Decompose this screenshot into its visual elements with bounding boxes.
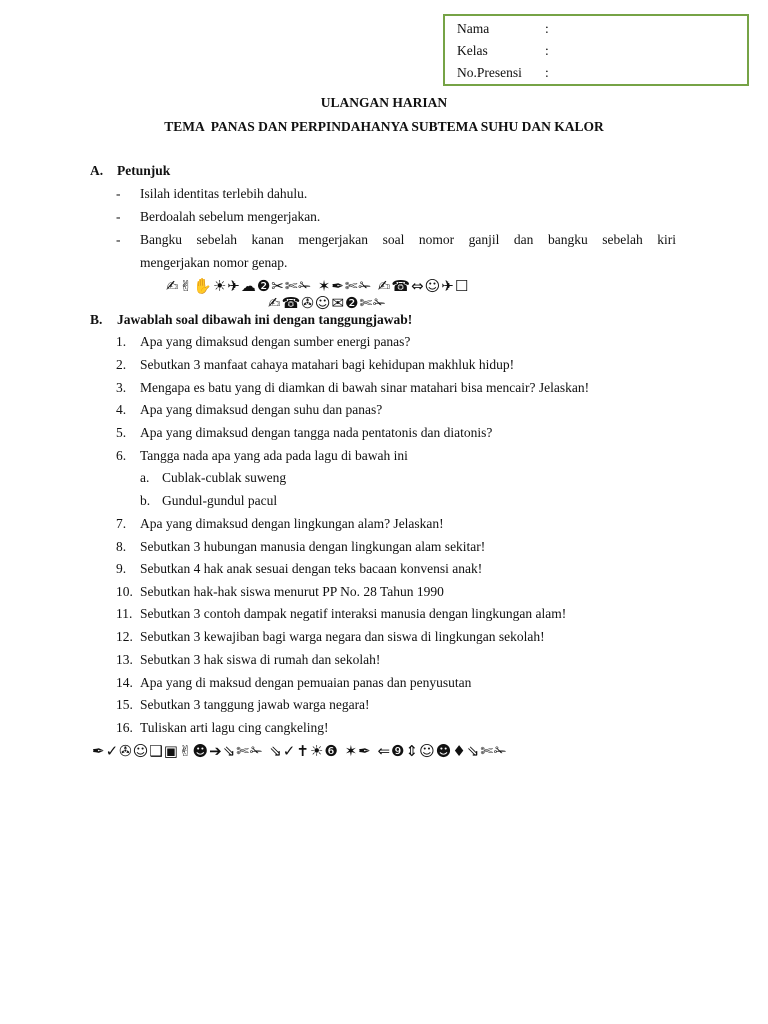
symbol-text-footer: ✒✓✇☺❑▣✌☻➔⇘✄✁ ⇘✓✝☀❻ ✶✒ ⇐❾⇕☺☻♦⇘✄✁ (92, 742, 508, 760)
section-letter: A. (90, 163, 104, 178)
question-text: Apa yang dimaksud dengan lingkungan alam? Jelaskan! (140, 516, 444, 531)
subitem-letter: b. (140, 493, 151, 508)
question-number: 7. (116, 516, 127, 531)
question-text: Sebutkan 3 kewajiban bagi warga negara dan siswa di lingkungan sekolah! (140, 629, 545, 644)
question-number: 13. (116, 652, 133, 667)
identity-label: Nama (457, 21, 490, 36)
question-number: 3. (116, 380, 127, 395)
question-number: 10. (116, 584, 133, 599)
section-b-heading (90, 310, 412, 330)
question-text: Sebutkan 4 hak anak sesuai dengan teks bacaan konvensi anak! (140, 561, 483, 576)
question-text: Sebutkan 3 hubungan manusia dengan lingkungan alam sekitar! (140, 539, 486, 554)
question-text: Sebutkan 3 hak siswa di rumah dan sekolah! (140, 652, 381, 667)
subitem-text: Cublak-cublak suweng (162, 470, 287, 485)
question-text: Tuliskan arti lagu cing cangkeling! (140, 720, 329, 735)
section-title: Petunjuk (117, 163, 171, 178)
identity-colon: : (545, 65, 549, 80)
question-text: Apa yang dimaksud dengan tangga nada pentatonis dan diatonis? (140, 425, 493, 440)
section-a-heading (90, 161, 170, 181)
bullet: - (116, 232, 121, 247)
question-number: 8. (116, 539, 127, 554)
question-number: 11. (116, 606, 133, 621)
question-text: Apa yang dimaksud dengan suhu dan panas? (140, 402, 383, 417)
identity-row-presensi (457, 63, 549, 83)
question-number: 9. (116, 561, 127, 576)
instruction-item: Bangku sebelah kanan mengerjakan soal nomor ganjil dan bangku sebelah kiri (140, 232, 676, 247)
question-text: Tangga nada apa yang ada pada lagu di bawah ini (140, 448, 408, 463)
identity-row-nama (457, 19, 549, 39)
subitem-letter: a. (140, 470, 150, 485)
subitem-text: Gundul-gundul pacul (162, 493, 278, 508)
question-number: 2. (116, 357, 127, 372)
question-number: 16. (116, 720, 133, 735)
identity-label: No.Presensi (457, 65, 522, 80)
bullet: - (116, 186, 121, 201)
page-subtitle: TEMA PANAS DAN PERPINDAHANYA SUBTEMA SUHU DAN KALOR (164, 119, 604, 134)
question-number: 4. (116, 402, 127, 417)
question-number: 14. (116, 675, 133, 690)
identity-label: Kelas (457, 43, 488, 58)
instruction-item: Berdoalah sebelum mengerjakan. (140, 209, 321, 224)
question-number: 12. (116, 629, 133, 644)
identity-row-kelas (457, 41, 549, 61)
question-text: Apa yang dimaksud dengan sumber energi panas? (140, 334, 411, 349)
question-text: Sebutkan 3 contoh dampak negatif interaksi manusia dengan lingkungan alam! (140, 606, 567, 621)
section-letter: B. (90, 312, 103, 327)
question-number: 5. (116, 425, 127, 440)
instruction-item: Isilah identitas terlebih dahulu. (140, 186, 308, 201)
section-title: Jawablah soal dibawah ini dengan tanggungjawab! (117, 312, 413, 327)
question-number: 1. (116, 334, 127, 349)
question-text: Sebutkan hak-hak siswa menurut PP No. 28 Tahun 1990 (140, 584, 444, 599)
question-text: Sebutkan 3 tanggung jawab warga negara! (140, 697, 370, 712)
instruction-item-continued: mengerjakan nomor genap. (140, 255, 288, 270)
question-number: 15. (116, 697, 133, 712)
identity-box (443, 14, 749, 86)
symbol-text-line: ✍✌✋☀✈☁❷✂✄✁ ✶✒✄✁ ✍☎⇔☺✈☐ (166, 277, 470, 295)
page-title: ULANGAN HARIAN (320, 95, 448, 110)
question-text: Apa yang di maksud dengan pemuaian panas dan penyusutan (140, 675, 472, 690)
bullet: - (116, 209, 121, 224)
question-text: Mengapa es batu yang di diamkan di bawah sinar matahari bisa mencair? Jelaskan! (140, 380, 590, 395)
question-text: Sebutkan 3 manfaat cahaya matahari bagi kehidupan makhluk hidup! (140, 357, 515, 372)
identity-colon: : (545, 43, 549, 58)
identity-colon: : (545, 21, 549, 36)
question-number: 6. (116, 448, 127, 463)
symbol-text-line: ✍☎✇☺✉❷✄✁ (268, 294, 387, 312)
